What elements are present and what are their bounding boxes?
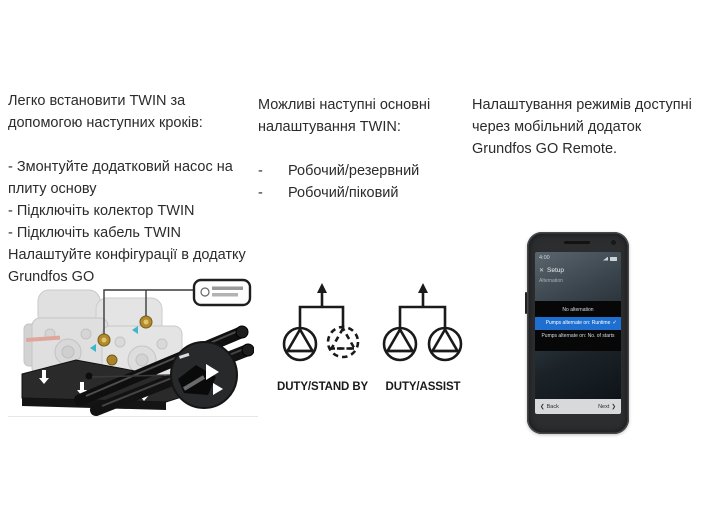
wizard-nav-bar — [535, 399, 621, 414]
section-label: Alternation — [539, 278, 563, 284]
next-button[interactable] — [598, 404, 616, 410]
option-alternate-runtime[interactable] — [535, 317, 621, 330]
setting-option: Робочий/піковий — [288, 185, 399, 201]
bullet-dash: - — [258, 185, 263, 201]
app-note-text: Налаштування режимів доступні через мобільний додаток Grundfos GO Remote. — [472, 97, 692, 157]
spacer — [8, 134, 258, 156]
option-label: Pumps alternate on: No. of starts — [541, 333, 615, 339]
install-intro: Легко встановити TWIN за допомогою наступних кроків: — [8, 93, 203, 131]
status-time: 4:00 — [539, 255, 550, 261]
next-label: Next — [598, 403, 610, 410]
phone-speaker — [564, 241, 590, 244]
option-alternate-starts[interactable] — [535, 330, 621, 343]
app-title: Setup — [547, 267, 565, 274]
back-label: Back — [546, 403, 559, 410]
list-item — [258, 160, 438, 182]
duty-assist-schematic — [378, 281, 468, 367]
pump-symbol-standby — [328, 327, 358, 357]
column-settings — [258, 94, 438, 204]
diagram-duty-assist — [378, 281, 468, 393]
phone-screen — [535, 252, 621, 414]
install-step: - Підключіть колектор TWIN — [8, 203, 195, 219]
diagram-label: DUTY/STAND BY — [277, 381, 369, 393]
pump-symbol-duty — [384, 328, 416, 360]
setting-option: Робочий/резервний — [288, 163, 420, 179]
pump-assembly-illustration — [16, 278, 254, 418]
divider-line — [8, 416, 258, 417]
install-step: Налаштуйте конфігурації в додатку Grundfos GO — [8, 247, 246, 285]
option-no-alternation[interactable] — [535, 304, 621, 317]
status-bar — [535, 252, 621, 262]
diagram-duty-standby — [277, 281, 367, 393]
battery-icon — [610, 257, 617, 261]
phone-side-button — [525, 292, 527, 314]
bullet-dash: - — [258, 163, 263, 179]
status-icons — [603, 257, 617, 261]
option-label: Pumps alternate on: Runtime — [545, 320, 611, 326]
install-step: - Змонтуйте додатковий насос на плиту основу — [8, 159, 233, 197]
pump-symbol-assist — [429, 328, 461, 360]
column-app-note — [472, 94, 704, 160]
option-label: No alternation — [562, 307, 594, 313]
settings-intro: Можливі наступні основні налаштування TWIN: — [258, 97, 431, 135]
back-button[interactable] — [540, 404, 559, 410]
alternation-options-panel — [535, 301, 621, 351]
install-step: - Підключіть кабель TWIN — [8, 225, 182, 241]
signal-icon — [603, 257, 608, 261]
close-icon[interactable]: ✕ — [539, 268, 545, 274]
app-header — [535, 262, 621, 275]
chevron-right-icon: ❯ — [611, 403, 616, 410]
phone-camera — [611, 240, 616, 245]
duty-standby-schematic — [277, 281, 367, 367]
diagram-label: DUTY/ASSIST — [385, 381, 461, 393]
column-install-steps — [8, 90, 258, 288]
check-icon: ✓ — [612, 320, 617, 326]
phone-mockup — [527, 232, 629, 434]
chevron-left-icon: ❮ — [540, 403, 545, 410]
pump-symbol-duty — [284, 328, 316, 360]
list-item — [258, 182, 438, 204]
spacer — [258, 138, 438, 160]
